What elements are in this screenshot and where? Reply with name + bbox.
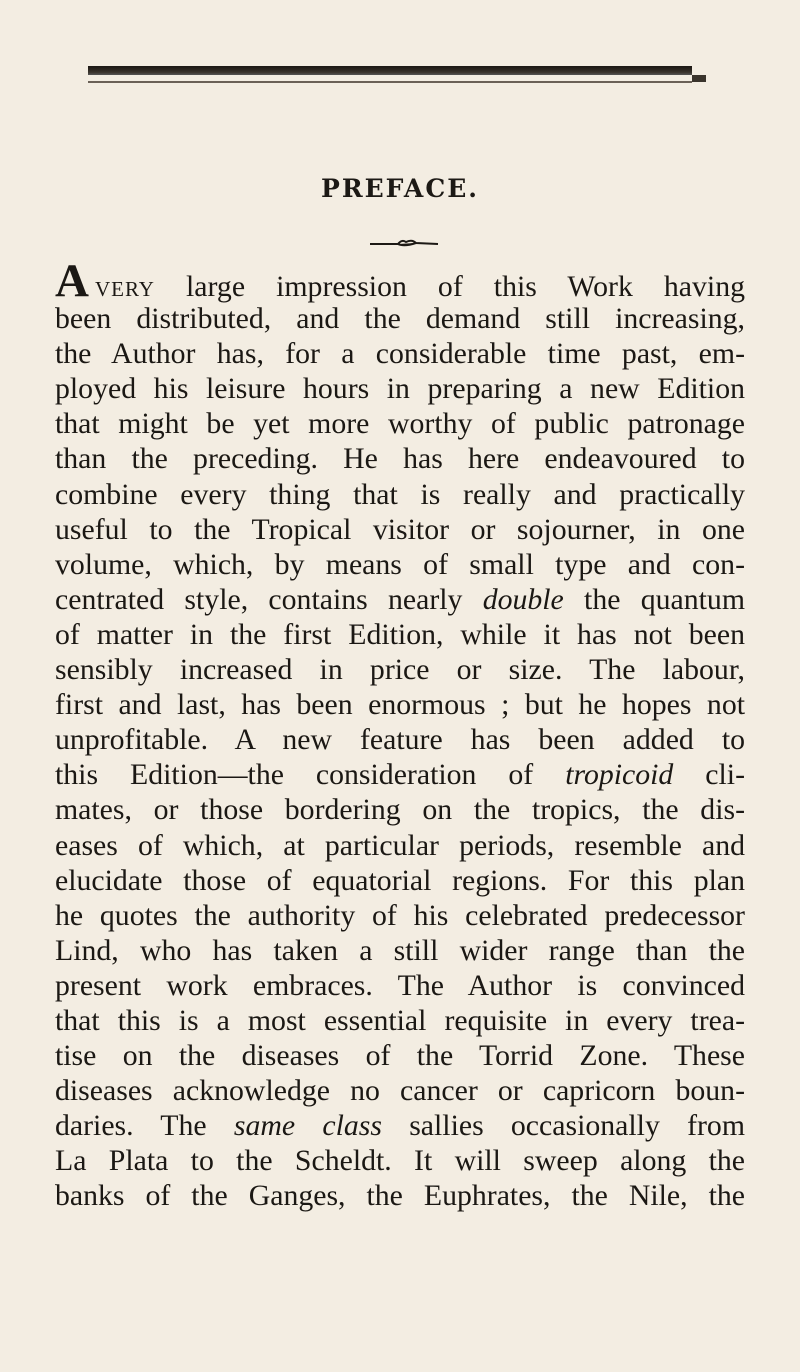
- body-line: tise on the diseases of the Torrid Zone. These: [55, 1039, 745, 1073]
- drop-cap: A: [55, 255, 89, 307]
- body-line: first and last, has been enormous ; but he hopes not: [55, 688, 745, 722]
- top-rule: [88, 66, 692, 75]
- body-line: ployed his leisure hours in preparing a new Edition: [55, 372, 745, 406]
- body-line: volume, which, by means of small type and con-: [55, 547, 745, 581]
- body-line: been distributed, and the demand still increasing,: [55, 302, 745, 336]
- body-line: he quotes the authority of his celebrated predecessor: [55, 898, 745, 932]
- body-line: Lind, who has taken a still wider range than the: [55, 933, 745, 967]
- italic-word: tropicoid: [565, 758, 674, 792]
- body-line: banks of the Ganges, the Euphrates, the Nile, the: [55, 1179, 745, 1213]
- page-heading: PREFACE.: [321, 174, 479, 203]
- top-rule-tail: [692, 75, 706, 82]
- body-line: unprofitable. A new feature has been added to: [55, 723, 745, 757]
- body-line: that this is a most essential requisite in every trea-: [55, 1003, 745, 1037]
- body-line: present work embraces. The Author is convinced: [55, 968, 745, 1002]
- ornament-divider: [368, 238, 440, 248]
- line-text: cli-: [673, 758, 746, 792]
- small-caps-word: very: [94, 270, 155, 303]
- line-text: this Edition—the consideration of: [55, 758, 566, 792]
- line-text: sallies occasionally from: [381, 1109, 746, 1143]
- body-line: La Plata to the Scheldt. It will sweep along the: [55, 1144, 745, 1178]
- body-line: of matter in the first Edition, while it has not been: [55, 617, 745, 651]
- body-line: eases of which, at particular periods, resemble and: [55, 828, 745, 862]
- body-line: the Author has, for a considerable time past, em-: [55, 337, 745, 371]
- line-text: centrated style, contains nearly: [55, 582, 483, 616]
- body-line: [55, 757, 745, 792]
- body-line-1: [55, 255, 745, 307]
- line-text: the quantum: [563, 582, 745, 616]
- italic-word: double: [482, 582, 564, 616]
- line-text: large impression of this Work having: [186, 270, 745, 303]
- body-line: combine every thing that is really and practically: [55, 477, 745, 511]
- body-line: useful to the Tropical visitor or sojourner, in one: [55, 512, 745, 546]
- body-line: elucidate those of equatorial regions. For this plan: [55, 863, 745, 897]
- body-line: sensibly increased in price or size. The labour,: [55, 653, 745, 687]
- body-line: mates, or those bordering on the tropics, the dis-: [55, 793, 745, 827]
- body-line: [55, 582, 745, 617]
- italic-word: same class: [233, 1109, 382, 1143]
- body-line: [55, 1108, 745, 1143]
- preface-body: [55, 255, 746, 1214]
- body-line: diseases acknowledge no cancer or capricorn boun-: [55, 1074, 745, 1108]
- body-line: than the preceding. He has here endeavoured to: [55, 442, 745, 476]
- line-text: daries. The: [55, 1109, 234, 1143]
- body-line: that might be yet more worthy of public patronage: [55, 407, 745, 441]
